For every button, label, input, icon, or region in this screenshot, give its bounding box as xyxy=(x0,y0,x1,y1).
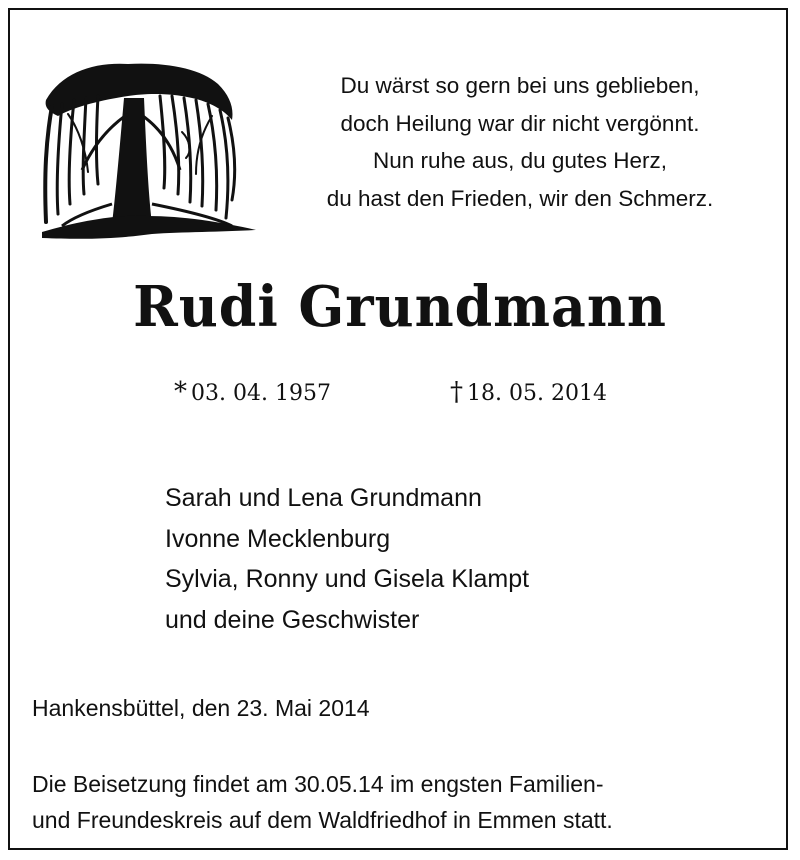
birth-date-value: 03. 04. 1957 xyxy=(191,381,331,406)
poem-line: Nun ruhe aus, du gutes Herz, xyxy=(373,148,667,173)
mourners-list xyxy=(165,478,529,640)
mourner-line: Sarah und Lena Grundmann xyxy=(165,484,482,512)
memorial-poem xyxy=(260,67,780,217)
death-cross-icon: † xyxy=(450,377,463,407)
birth-star-icon: * xyxy=(174,377,187,407)
death-date-value: 18. 05. 2014 xyxy=(467,381,607,406)
place-and-date: Hankensbüttel, den 23. Mai 2014 xyxy=(32,695,370,721)
poem-line: du hast den Frieden, wir den Schmerz. xyxy=(326,185,714,211)
burial-notice xyxy=(32,766,772,838)
mourner-line: und deine Geschwister xyxy=(165,605,420,634)
weeping-willow-icon xyxy=(32,54,256,246)
deceased-name: Rudi Grundmann xyxy=(133,274,667,340)
birth-date xyxy=(174,374,331,410)
burial-line: und Freundeskreis auf dem Waldfriedhof in Emmen statt. xyxy=(32,807,613,833)
death-date xyxy=(450,374,607,410)
mourner-line: Ivonne Mecklenburg xyxy=(165,524,391,553)
poem-line: Du wärst so gern bei uns geblieben, xyxy=(340,73,700,98)
mourner-line: Sylvia, Ronny und Gisela Klampt xyxy=(165,565,530,593)
poem-line: doch Heilung war dir nicht vergönnt. xyxy=(340,110,700,136)
obituary-notice xyxy=(8,8,788,850)
burial-line: Die Beisetzung findet am 30.05.14 im engsten Familien- xyxy=(32,771,604,797)
